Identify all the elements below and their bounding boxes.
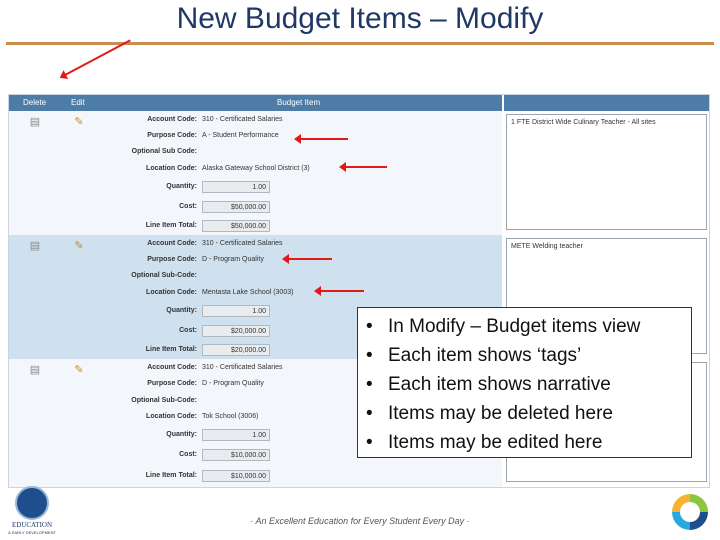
location-code-value: Tok School (3006): [202, 413, 259, 420]
quantity-label: Quantity:: [166, 307, 197, 314]
annotation-arrow: [320, 290, 364, 292]
optional-sub-code-label: Optional Sub-Code:: [131, 397, 197, 404]
cost-label: Cost:: [179, 203, 197, 210]
quantity-field[interactable]: 1.00: [202, 305, 270, 317]
narrative-box[interactable]: 1 FTE District Wide Culinary Teacher - All sites: [506, 114, 707, 230]
line-item-total-field[interactable]: $20,000.00: [202, 344, 270, 356]
narrative-column-header: [504, 95, 709, 111]
cost-field[interactable]: $10,000.00: [202, 449, 270, 461]
line-item-total-field[interactable]: $10,000.00: [202, 470, 270, 482]
account-code-label: Account Code:: [147, 364, 197, 371]
purpose-code-value: A - Student Performance: [202, 132, 279, 139]
line-item-total-label: Line Item Total:: [145, 222, 197, 229]
optional-sub-code-label: Optional Sub-Code:: [131, 272, 197, 279]
table-header: [9, 95, 502, 111]
location-code-label: Location Code:: [146, 413, 197, 420]
callout-bullet: • Items may be edited here: [388, 428, 691, 457]
location-code-label: Location Code:: [146, 165, 197, 172]
purpose-code-label: Purpose Code:: [147, 380, 197, 387]
budget-item-column-header: Budget Item: [277, 98, 321, 107]
delete-column-header: Delete: [23, 98, 47, 107]
narrative-box[interactable]: METE Welding teacher: [506, 238, 707, 354]
purpose-code-value: D - Program Quality: [202, 256, 264, 263]
annotation-arrow: [300, 138, 348, 140]
quantity-field[interactable]: 1.00: [202, 181, 270, 193]
account-code-label: Account Code:: [147, 116, 197, 123]
pencil-icon[interactable]: ✎: [74, 240, 84, 252]
footer-tagline: · An Excellent Education for Every Student Every Day ·: [250, 516, 470, 526]
cost-label: Cost:: [179, 451, 197, 458]
location-code-label: Location Code:: [146, 289, 197, 296]
quantity-field[interactable]: 1.00: [202, 429, 270, 441]
account-code-label: Account Code:: [147, 240, 197, 247]
budget-item-row: [9, 111, 502, 235]
education-department-logo: [3, 486, 61, 536]
quantity-label: Quantity:: [166, 183, 197, 190]
edit-column-header: Edit: [71, 98, 85, 107]
annotation-arrow: [288, 258, 332, 260]
pencil-icon[interactable]: ✎: [74, 116, 84, 128]
account-code-value: 310 - Certificated Salaries: [202, 364, 283, 371]
purpose-code-value: D - Program Quality: [202, 380, 264, 387]
cost-field[interactable]: $50,000.00: [202, 201, 270, 213]
purpose-code-label: Purpose Code:: [147, 256, 197, 263]
seal-icon: [15, 486, 49, 520]
optional-sub-code-label: Optional Sub Code:: [131, 148, 197, 155]
account-code-value: 310 - Certificated Salaries: [202, 240, 283, 247]
logo-subtext: & EARLY DEVELOPMENT: [8, 530, 56, 535]
purpose-code-label: Purpose Code:: [147, 132, 197, 139]
title-rule: [6, 42, 714, 45]
callout-bullet: • In Modify – Budget items view: [388, 312, 691, 341]
account-code-value: 310 - Certificated Salaries: [202, 116, 283, 123]
location-code-value: Alaska Gateway School District (3): [202, 165, 310, 172]
logo-wordmark: EDUCATION: [11, 521, 53, 529]
pencil-icon[interactable]: ✎: [74, 364, 84, 376]
line-item-total-label: Line Item Total:: [145, 346, 197, 353]
callout-bullet: • Items may be deleted here: [388, 399, 691, 428]
callout-bullet: • Each item shows narrative: [388, 370, 691, 399]
annotation-arrow: [345, 166, 387, 168]
trash-icon[interactable]: ▤: [29, 116, 41, 128]
ring-logo-icon: [668, 490, 712, 534]
location-code-value: Mentasta Lake School (3003): [202, 289, 294, 296]
callout-box: [357, 307, 692, 458]
trash-icon[interactable]: ▤: [29, 364, 41, 376]
cost-field[interactable]: $20,000.00: [202, 325, 270, 337]
callout-bullet: • Each item shows ‘tags’: [388, 341, 691, 370]
trash-icon[interactable]: ▤: [29, 240, 41, 252]
line-item-total-label: Line Item Total:: [145, 472, 197, 479]
slide-title: New Budget Items – Modify: [176, 2, 544, 35]
quantity-label: Quantity:: [166, 431, 197, 438]
cost-label: Cost:: [179, 327, 197, 334]
callout-bullet-list: [358, 308, 691, 457]
line-item-total-field[interactable]: $50,000.00: [202, 220, 270, 232]
